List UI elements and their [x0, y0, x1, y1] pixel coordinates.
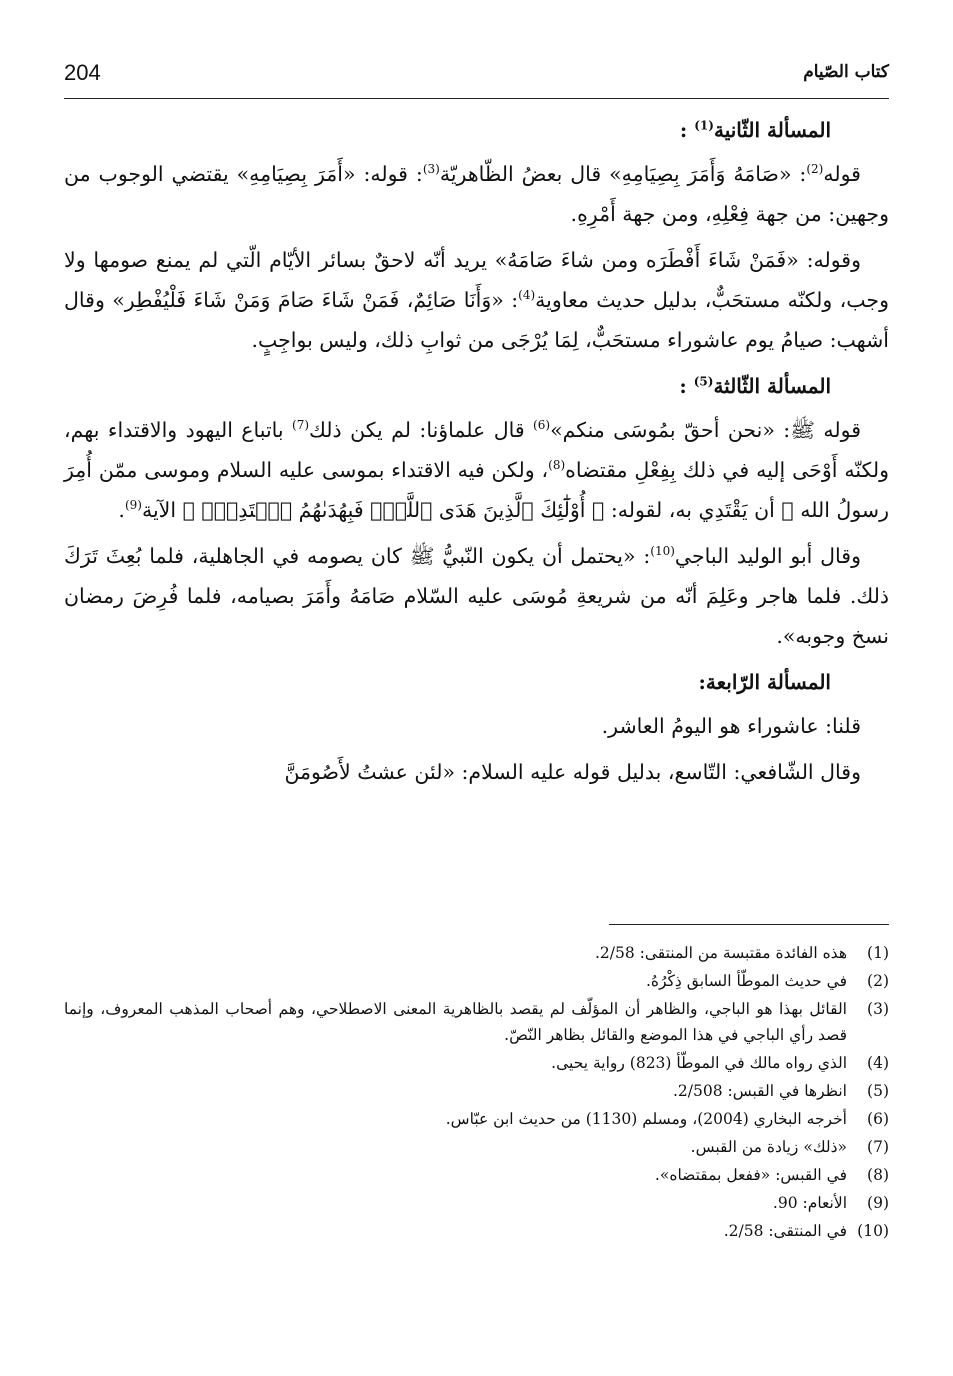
- footnote: [64, 1106, 889, 1132]
- paragraph: قوله ﷺ: «نحن أحقّ بمُوسَى منكم»$^{(6)}$ قال علماؤنا: لم يكن ذلك$^{(7)}$ باتباع اليهود والاقتداء بهم، ولكنّه أَوْحَى إليه في ذلك بِفِعْلِ مقتضاه$^{(8)}$، ولكن فيه الاقتداء بموسى عليه السلام وموسى ممّن أُمِرَ رسولُ الله ﷺ أن يَقْتَدِي به، لقوله: ﴿ أُوْلَٰٓئِكَ ٱلَّذِينَ هَدَى ٱللَّهُۖ فَبِهُدَىٰهُمُ ٱقۡتَدِهۡۗ ﴾ الآية$^{(9)}$.: [64, 418, 889, 522]
- footnote-text: القائل بهذا هو الباجي، والظاهر أن المؤلّف لم يقصد بالظاهرية المعنى الاصطلاحي، وهم أصحاب المذهب المعروف، وإنما قصد رأي الباجي في هذا الموضع والقائل بظاهر النّصّ.: [64, 1000, 847, 1044]
- footnote-text: في حديث الموطّأ السابق ذِكْرُهُ.: [645, 972, 847, 990]
- page-header: [64, 54, 889, 99]
- footnote-ref[interactable]: (1): [694, 118, 714, 133]
- paragraph: قلنا: عاشوراء هو اليومُ العاشر.: [601, 714, 861, 738]
- footnote-number: (5): [867, 1082, 889, 1100]
- footnote: [64, 940, 889, 966]
- book-title: كتاب الصّيام: [803, 62, 889, 82]
- section-heading-2: المسألة الثّانية$^{(1)}$ :: [679, 118, 831, 142]
- footnotes: [64, 940, 889, 1246]
- footnote-number: (8): [867, 1166, 889, 1184]
- footnote-number: (1): [867, 944, 889, 962]
- footnote-ref[interactable]: (5): [693, 374, 714, 389]
- footnote: [64, 1078, 889, 1104]
- footnote-ref[interactable]: (4): [518, 288, 536, 303]
- footnote: [64, 1050, 889, 1076]
- footnote-text: الذي رواه مالك في الموطّأ (823) رواية يحيى.: [551, 1054, 847, 1072]
- footnote-number: (6): [867, 1110, 889, 1128]
- section-heading-3: المسألة الثّالثة$^{(5)}$ :: [679, 374, 831, 398]
- paragraph: وقال أبو الوليد الباجي$^{(10)}$: «يحتمل أن يكون النّبيُّ ﷺ كان يصومه في الجاهلية، فلما بُعِثَ تَرَكَ ذلك. فلما هاجر وعَلِمَ أنّه من شريعةِ مُوسَى عليه السّلام صَامَهُ وأَمَرَ بصيامه، فلما فُرِضَ رمضان نسخ وجوبه».: [64, 544, 889, 648]
- footnote-number: (10): [857, 1222, 889, 1240]
- footnote: [64, 996, 889, 1048]
- footnote-text: في القبس: «ففعل بمقتضاه».: [654, 1166, 847, 1184]
- footnote-ref[interactable]: (6): [533, 418, 551, 433]
- page-number: 204: [64, 60, 101, 85]
- paragraph: وقال الشّافعي: التّاسع، بدليل قوله عليه السلام: «لئن عشتُ لأَصُومَنَّ: [284, 760, 861, 784]
- footnote-number: (2): [867, 972, 889, 990]
- footnote-ref[interactable]: (3): [422, 162, 440, 177]
- footnote-text: الأنعام: 90.: [772, 1194, 847, 1212]
- footnote-number: (7): [867, 1138, 889, 1156]
- paragraph: قوله$^{(2)}$: «صَامَهُ وَأَمَرَ بِصِيَامِهِ» قال بعضُ الظّاهريّة$^{(3)}$: قوله: «أَمَرَ بِصِيَامِهِ» يقتضي الوجوب من وجهين: من جهة فِعْلِهِ، ومن جهة أَمْرِهِ.: [64, 162, 889, 226]
- paragraph: وقوله: «فَمَنْ شَاءَ أَفْطَرَه ومن شاءَ صَامَهُ» يريد أنّه لاحقٌ بسائر الأيّام الّتي لم يمنع صومها ولا وجب، ولكنّه مستحَبٌّ، بدليل حديث معاوية$^{(4)}$: «وَأَنَا صَائِمٌ، فَمَنْ شَاءَ صَامَ وَمَنْ شَاءَ فَلْيُفْطِر» وقال أشهب: صيامُ يوم عاشوراء مستحَبٌّ، لِمَا يُرْجَى من ثوابِ ذلك، وليس بواجِبٍ.: [64, 248, 889, 352]
- footnote-text: انظرها في القبس: 2/508.: [672, 1082, 847, 1100]
- footnote-ref[interactable]: (2): [806, 162, 824, 177]
- footnote-number: (9): [867, 1194, 889, 1212]
- footnote-number: (4): [867, 1054, 889, 1072]
- footnote-text: «ذلك» زيادة من القبس.: [690, 1138, 847, 1156]
- footnote: [64, 1218, 889, 1244]
- footnote-divider: [609, 924, 889, 925]
- footnote-ref[interactable]: (7): [292, 418, 310, 433]
- footnote: [64, 1190, 889, 1216]
- footnote: [64, 968, 889, 994]
- footnote: [64, 1162, 889, 1188]
- footnote-text: هذه الفائدة مقتبسة من المنتقى: 2/58.: [594, 944, 847, 962]
- footnote-text: في المنتقى: 2/58.: [723, 1222, 847, 1240]
- footnote-ref[interactable]: (8): [548, 458, 566, 473]
- footnote-text: أخرجه البخاري (2004)، ومسلم (1130) من حديث ابن عبّاس.: [445, 1110, 847, 1128]
- footnote-number: (3): [867, 1000, 889, 1018]
- footnote: [64, 1134, 889, 1160]
- section-heading-4: المسألة الرّابعة:: [698, 670, 831, 694]
- main-text: [64, 110, 889, 798]
- footnote-ref[interactable]: (9): [124, 498, 142, 513]
- footnote-ref[interactable]: (10): [650, 544, 675, 559]
